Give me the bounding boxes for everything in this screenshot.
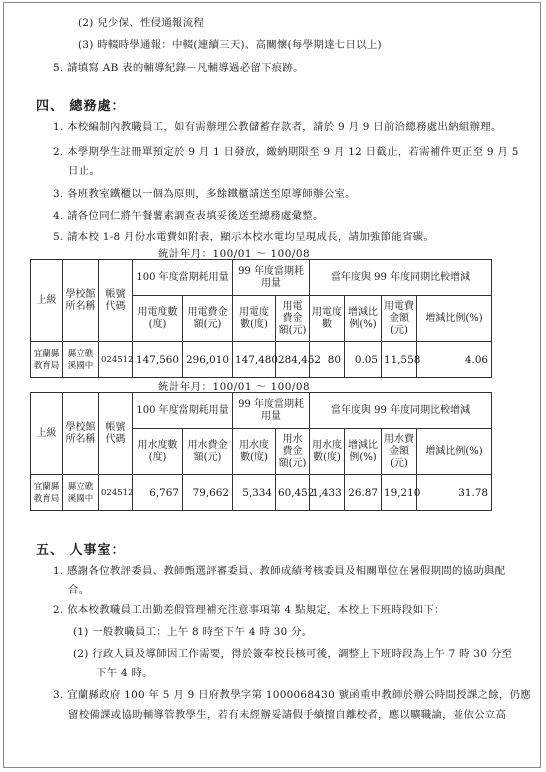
water-header-c4: 用水費金額(元): [276, 429, 310, 475]
electric-cell-v4: 284,452: [276, 342, 310, 378]
water-header-99: 99 年度當期耗用量: [233, 393, 310, 429]
section-5-item-2-2: (2) 行政人員及導師因工作需要，得於簽奉校長核可後，調整上下班時段為上午 7 時 30 分至: [73, 648, 513, 660]
water-cell-v4: 60,452: [276, 475, 310, 511]
electric-cell-v2: 296,010: [183, 342, 233, 378]
water-header-c3: 用水度數(度): [233, 429, 276, 475]
section-5-item-2-1: (1) 一般教職員工：上午 8 時至下午 4 時 30 分。: [73, 626, 313, 638]
water-header-c8: 增減比例(%): [417, 429, 492, 475]
section-5-item-1: 1. 感謝各位教評委員、教師甄選評審委員、教師成績考核委員及相關單位在暑假期間的協助與配: [53, 565, 506, 577]
water-cell-school: 縣立礁溪國中: [63, 475, 99, 511]
water-table-period: 統計年月：100/01 ～ 100/08: [158, 381, 311, 393]
section-4-item-2-cont: 日止。: [68, 165, 101, 177]
electric-header-c6: 增減比例(%): [345, 296, 382, 342]
electric-header-level: 上級: [31, 260, 63, 342]
electric-header-c5: 用電度數: [310, 296, 345, 342]
section-5-item-2: 2. 依本校教職員工出勤差假管理補充注意事項第 4 點規定，本校上下班時段如下：: [53, 604, 445, 616]
electric-cell-level: 宜蘭縣教育局: [31, 342, 63, 378]
water-cell-v7: 19,210: [382, 475, 417, 511]
electric-header-compare: 當年度與 99 年度同期比較增減: [310, 260, 492, 296]
water-cell-level: 宜蘭縣教育局: [31, 475, 63, 511]
section-5-item-1-cont: 合。: [68, 584, 90, 596]
table-row: [31, 342, 492, 378]
water-cell-v6: 26.87: [345, 475, 382, 511]
section-5-title: 五、 人事室：: [36, 543, 126, 558]
section-4-item-4: 4. 請各位同仁將午餐薯素調查表填妥後送至總務處彙整。: [53, 210, 324, 222]
water-header-c6: 增減比例(%): [345, 429, 382, 475]
electric-header-c3: 用電度數(度): [233, 296, 276, 342]
section-5-item-2-2-cont: 下午 4 時。: [96, 667, 153, 679]
water-cell-v5: 1,433: [310, 475, 345, 511]
section-5-item-3: 3. 宜蘭縣政府 100 年 5 月 9 日府教學字第 1000068430 號函重申教師於辦公時間授課之餘，仍應: [53, 689, 532, 701]
table-row: [31, 475, 492, 511]
water-header-level: 上級: [31, 393, 63, 475]
electric-table-period: 統計年月：100/01 ～ 100/08: [158, 248, 311, 260]
electric-header-c2: 用電費金額(元): [183, 296, 233, 342]
electric-cell-v5: 80: [310, 342, 345, 378]
electric-cell-v7: 11,558: [382, 342, 417, 378]
electric-header-c8: 增減比例(%): [417, 296, 492, 342]
top-item-2: (2) 兒少保、性侵通報流程: [78, 17, 205, 29]
section-4-item-5: 5. 請本校 1-8 月份水電費如附表，顯示本校水電均呈現成長，請加強節能省碳。: [53, 231, 435, 243]
electric-header-c7: 用電費金額(元): [382, 296, 417, 342]
water-table: [30, 392, 492, 511]
water-cell-v1: 6,767: [133, 475, 183, 511]
electric-header-c4: 用電費金額(元): [276, 296, 310, 342]
electric-header-99: 99 年度當期耗用量: [233, 260, 310, 296]
top-item-5: 5. 請填寫 AB 表的輔導紀錄－凡輔導過必留下痕跡。: [53, 62, 304, 74]
water-header-c5: 用水度數(度): [310, 429, 345, 475]
water-cell-v3: 5,334: [233, 475, 276, 511]
electric-cell-v3: 147,480: [233, 342, 276, 378]
section-4-item-3: 3. 各班教室鐵櫃以一個為原則，多餘鐵櫃請送至原導師辦公室。: [53, 188, 356, 200]
water-cell-v2: 79,662: [183, 475, 233, 511]
electric-cell-account: 024512: [99, 342, 133, 378]
electric-cell-v1: 147,560: [133, 342, 183, 378]
electric-header-c1: 用電度數(度): [133, 296, 183, 342]
electric-cell-v8: 4.06: [417, 342, 492, 378]
section-4-item-1: 1. 本校編制內教職員工，如有需辦理公教儲蓄存款者，請於 9 月 9 日前洽總務處出納組辦理。: [53, 121, 502, 133]
section-4-title: 四、 總務處：: [36, 99, 126, 114]
electric-header-account: 帳號代碼: [99, 260, 133, 342]
water-header-c1: 用水度數(度): [133, 429, 183, 475]
water-header-account: 帳號代碼: [99, 393, 133, 475]
section-5-item-3-cont: 留校備課或協助輔導管教學生，若有未經辦妥請假手續擅自離校者，應以曠職論，並依公立高: [68, 709, 507, 721]
electric-table: [30, 259, 492, 378]
water-cell-v8: 31.78: [417, 475, 492, 511]
electric-header-school: 學校館所名稱: [63, 260, 99, 342]
electric-cell-school: 縣立礁溪國中: [63, 342, 99, 378]
water-header-compare: 當年度與 99 年度同期比較增減: [310, 393, 492, 429]
water-header-c7: 用水費金額(元): [382, 429, 417, 475]
top-item-3: (3) 時輟時學通報：中輟(連續三天)、高關懷(每學期達七日以上): [78, 39, 382, 51]
electric-header-100: 100 年度當期耗用量: [133, 260, 233, 296]
water-header-school: 學校館所名稱: [63, 393, 99, 475]
section-4-item-2: 2. 本學期學生註冊單預定於 9 月 1 日發放，繳納期限至 9 月 12 日截止，若需補件更正至 9 月 5: [53, 146, 519, 158]
water-header-100: 100 年度當期耗用量: [133, 393, 233, 429]
water-cell-account: 024512: [99, 475, 133, 511]
water-header-c2: 用水費金額(元): [183, 429, 233, 475]
electric-cell-v6: 0.05: [345, 342, 382, 378]
